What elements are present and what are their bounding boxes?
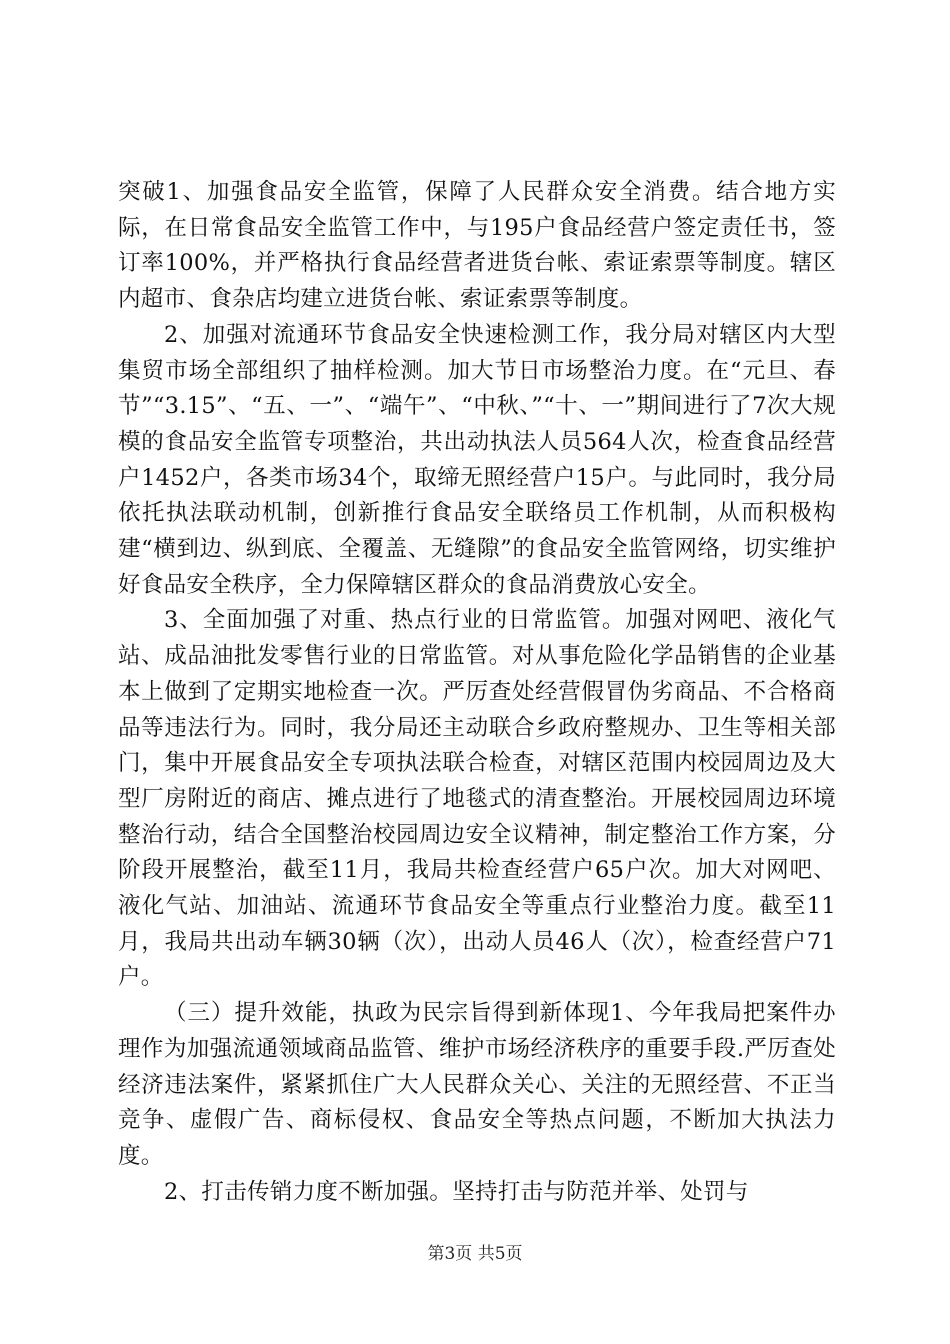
paragraph-efficiency: （三）提升效能，执政为民宗旨得到新体现1、今年我局把案件办理作为加强流通领域商品监管、维护市场经济秩序的重要手段.严厉查处经济违法案件，紧紧抓住广大人民群众关心、关注的无照经营、不正当竞争、虚假广告、商标侵权、食品安全等热点问题，不断加大执法力度。 (118, 1000, 836, 1169)
paragraph-anti-pyramid-selling: 2、打击传销力度不断加强。坚持打击与防范并举、处罚与 (164, 1178, 749, 1205)
document-body (118, 175, 836, 1210)
paragraph-rapid-testing: 2、加强对流通环节食品安全快速检测工作，我分局对辖区内大型集贸市场全部组织了抽样检测。加大节日市场整治力度。在“元旦、春节”“3.15”、“五、一”、“端午”、“中秋、”“十、一”期间进行了7次大规模的食品安全监管专项整治，共出动执法人员564人次，检查食品经营户1452户，各类市场34个，取缔无照经营户15户。与此同时，我分局依托执法联动机制，创新推行食品安全联络员工作机制，从而积极构建“横到边、纵到底、全覆盖、无缝隙”的食品安全监管网络，切实维护好食品安全秩序，全力保障辖区群众的食品消费放心安全。 (118, 321, 836, 598)
page-footer: 第3页 共5页 (427, 1244, 523, 1264)
paragraph-key-industries: 3、全面加强了对重、热点行业的日常监管。加强对网吧、液化气站、成品油批发零售行业的日常监管。对从事危险化学品销售的企业基本上做到了定期实地检查一次。严厉查处经营假冒伪劣商品、不合格商品等违法行为。同时，我分局还主动联合乡政府整规办、卫生等相关部门，集中开展食品安全专项执法联合检查，对辖区范围内校园周边及大型厂房附近的商店、摊点进行了地毯式的清查整治。开展校园周边环境整治行动，结合全国整治校园周边安全议精神，制定整治工作方案，分阶段开展整治，截至11月，我局共检查经营户65户次。加大对网吧、液化气站、加油站、流通环节食品安全等重点行业整治力度。截至11月，我局共出动车辆30辆（次），出动人员46人（次），检查经营户71户。 (118, 607, 836, 991)
paragraph-food-safety-supervision: 突破1、加强食品安全监管，保障了人民群众安全消费。结合地方实际，在日常食品安全监管工作中，与195户食品经营户签定责任书，签订率100%，并严格执行食品经营者进货台帐、索证索票等制度。辖区内超市、食杂店均建立进货台帐、索证索票等制度。 (118, 179, 836, 313)
